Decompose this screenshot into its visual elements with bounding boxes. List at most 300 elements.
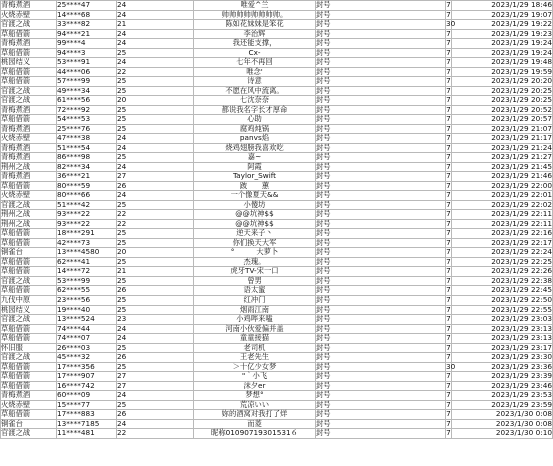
days-cell: 7 [446,57,451,67]
server-cell: 草船借箭 [1,257,57,267]
level-cell: 26 [117,353,194,363]
timestamp-cell: 2023/1/29 22:16 [452,229,553,239]
days-cell: 7 [446,152,451,162]
table-row [1,1,553,11]
level-cell: 25 [117,48,194,58]
account-cell: 93****22 [57,210,117,220]
days-cell: 7 [446,314,451,324]
level-cell: 24 [117,1,194,11]
server-cell: 荆州之战 [1,219,57,229]
ban-type-cell: 封号 [316,295,446,305]
days-cell: 7 [446,371,451,381]
days-cell: 7 [446,171,451,181]
ban-type-cell: 封号 [316,96,446,106]
timestamp-cell: 2023/1/29 23:53 [452,391,553,401]
timestamp-cell: 2023/1/29 22:24 [452,248,553,258]
timestamp-cell: 2023/1/29 22:26 [452,267,553,277]
timestamp-cell: 2023/1/29 22:11 [452,219,553,229]
account-cell: 53****99 [57,276,117,286]
ban-type-cell: 封号 [316,353,446,363]
ban-type-cell: 封号 [316,48,446,58]
days-cell: 7 [446,95,451,105]
table-row [1,77,553,87]
timestamp-cell: 2023/1/29 22:00 [452,181,553,191]
table-row [1,295,553,305]
ban-type-cell: 封号 [316,134,446,144]
timestamp-cell: 2023/1/29 18:46 [452,1,553,11]
timestamp-cell: 2023/1/29 19:23 [452,29,553,39]
table-row [1,248,553,258]
name-cell: 唯念' [194,67,316,77]
timestamp-cell: 2023/1/29 23:03 [452,315,553,325]
name-cell: 我还能支撑， [194,39,316,49]
ban-type-cell: 封号 [316,257,446,267]
timestamp-cell: 2023/1/29 20:20 [452,77,553,87]
name-cell: 七年不再回 [194,58,316,68]
account-cell: 13****4580 [57,248,117,258]
account-cell: 17****883 [57,410,117,420]
server-cell: 草船借箭 [1,334,57,344]
name-cell: 杰瑰。 [194,257,316,267]
table-row [1,210,553,220]
name-cell: @@坑神$$ [194,210,316,220]
name-cell: 而菱 [194,419,316,429]
name-cell: 荒凉いい [194,400,316,410]
server-cell: 草船借箭 [1,410,57,420]
name-cell: 李治辉 [194,29,316,39]
days-cell: 7 [446,133,451,143]
days-cell: 7 [446,28,451,38]
level-cell: 25 [117,276,194,286]
level-cell: 26 [117,181,194,191]
server-cell: 草船借箭 [1,267,57,277]
name-cell: 嘉~ [194,153,316,163]
ban-type-cell: 封号 [316,238,446,248]
level-cell: 22 [117,429,194,439]
account-cell: 99****4 [57,39,117,49]
account-cell: 25****76 [57,124,117,134]
timestamp-cell: 2023/1/29 19:24 [452,48,553,58]
days-cell: 7 [446,352,451,362]
level-cell: 25 [117,362,194,372]
ban-type-cell: 封号 [316,410,446,420]
level-cell: 27 [117,372,194,382]
timestamp-cell: 2023/1/29 21:27 [452,153,553,163]
account-cell: 17****907 [57,372,117,382]
ban-type-cell: 封号 [316,305,446,315]
ban-type-cell: 封号 [316,210,446,220]
account-cell: 60****09 [57,391,117,401]
server-cell: 青梅煮酒 [1,105,57,115]
ban-type-cell: 封号 [316,400,446,410]
timestamp-cell: 2023/1/29 19:24 [452,39,553,49]
level-cell: 21 [117,20,194,30]
days-cell: 30 [446,19,456,29]
account-cell: 17****356 [57,362,117,372]
level-cell: 22 [117,210,194,220]
table-row [1,115,553,125]
days-cell: 7 [446,266,451,276]
days-cell: 7 [446,418,451,428]
days-cell: 7 [446,256,451,266]
server-cell: 草船借箭 [1,286,57,296]
name-cell: 帅帅帅帅帅帅帅帅。 [194,10,316,20]
ban-type-cell: 封号 [316,362,446,372]
ban-type-cell: 封号 [316,20,446,30]
name-cell: 阿霞 [194,162,316,172]
timestamp-cell: 2023/1/29 19:07 [452,10,553,20]
account-cell: 42****73 [57,238,117,248]
days-cell: 7 [446,275,451,285]
account-cell: 13****524 [57,315,117,325]
days-cell: 30 [446,361,456,371]
table-row [1,96,553,106]
timestamp-cell: 2023/1/30 0:10 [452,429,553,439]
account-cell: 25****47 [57,1,117,11]
days-cell: 7 [446,47,451,57]
name-cell: 老司机 [194,343,316,353]
account-cell: 72****92 [57,105,117,115]
account-cell: 13****7185 [57,419,117,429]
account-cell: 36****21 [57,172,117,182]
server-cell: 桃园结义 [1,305,57,315]
name-cell: panvs焰 [194,134,316,144]
level-cell: 27 [117,381,194,391]
level-cell: 20 [117,248,194,258]
server-cell: 火烧赤壁 [1,400,57,410]
timestamp-cell: 2023/1/29 21:24 [452,143,553,153]
level-cell: 24 [117,162,194,172]
server-cell: 官渡之战 [1,276,57,286]
table-row [1,172,553,182]
name-cell: 腐鸡炖锅 [194,124,316,134]
name-cell: 唯爱^兰 [194,1,316,11]
timestamp-cell: 2023/1/29 22:11 [452,210,553,220]
days-cell: 7 [446,161,451,171]
account-cell: 61****56 [57,96,117,106]
level-cell: 25 [117,229,194,239]
ban-type-cell: 封号 [316,219,446,229]
ban-type-cell: 封号 [316,1,446,11]
level-cell: 26 [117,286,194,296]
account-cell: 62****55 [57,286,117,296]
server-cell: 官渡之战 [1,96,57,106]
account-cell: 74****44 [57,324,117,334]
days-cell: 7 [446,342,451,352]
account-cell: 15****77 [57,400,117,410]
account-cell: 93****22 [57,219,117,229]
days-cell: 7 [446,199,451,209]
name-cell: 你们换天大军 [194,238,316,248]
ban-type-cell: 封号 [316,315,446,325]
table-row [1,391,553,401]
server-cell: 青梅煮酒 [1,153,57,163]
server-cell: 火烧赤壁 [1,191,57,201]
name-cell: 沫夕er [194,381,316,391]
name-cell: 烧鸡翅膀我喜欢吃 [194,143,316,153]
timestamp-cell: 2023/1/29 20:52 [452,105,553,115]
account-cell: 19****40 [57,305,117,315]
level-cell: 25 [117,86,194,96]
ban-type-cell: 封号 [316,429,446,439]
timestamp-cell: 2023/1/29 19:22 [452,20,553,30]
days-cell: 7 [446,180,451,190]
name-cell: Cx- [194,48,316,58]
table-row [1,58,553,68]
name-cell: 一个像夏天&& [194,191,316,201]
timestamp-cell: 2023/1/29 23:13 [452,324,553,334]
days-cell: 7 [446,333,451,343]
account-cell: 54****53 [57,115,117,125]
server-cell: 草船借箭 [1,48,57,58]
name-cell: "｀小飞 [194,372,316,382]
account-cell: 51****42 [57,200,117,210]
ban-type-cell: 封号 [316,381,446,391]
timestamp-cell: 2023/1/29 21:07 [452,124,553,134]
level-cell: 25 [117,305,194,315]
name-cell: 童童接猫 [194,334,316,344]
account-cell: 53****91 [57,58,117,68]
ban-type-cell: 封号 [316,86,446,96]
timestamp-cell: 2023/1/29 22:01 [452,191,553,201]
server-cell: 青梅煮酒 [1,39,57,49]
server-cell: 火烧赤壁 [1,10,57,20]
name-cell: 逆天来子丶 [194,229,316,239]
level-cell: 22 [117,67,194,77]
account-cell: 82****34 [57,162,117,172]
account-cell: 14****72 [57,267,117,277]
ban-type-cell: 封号 [316,10,446,20]
ban-type-cell: 封号 [316,181,446,191]
level-cell: 24 [117,58,194,68]
level-cell: 22 [117,219,194,229]
ban-type-cell: 封号 [316,248,446,258]
table-row [1,315,553,325]
days-cell: 7 [446,428,451,438]
account-cell: 23****56 [57,295,117,305]
timestamp-cell: 2023/1/29 20:25 [452,96,553,106]
level-cell: 24 [117,143,194,153]
days-cell: 7 [446,247,451,257]
timestamp-cell: 2023/1/29 22:45 [452,286,553,296]
server-cell: 青梅煮酒 [1,143,57,153]
name-cell: 小鸡哔来嗑 [194,315,316,325]
table-row [1,191,553,201]
server-cell: 官渡之战 [1,353,57,363]
ban-type-cell: 封号 [316,58,446,68]
server-cell: 草船借箭 [1,67,57,77]
account-cell: 94****3 [57,48,117,58]
timestamp-cell: 2023/1/29 23:59 [452,400,553,410]
timestamp-cell: 2023/1/29 22:17 [452,238,553,248]
ban-type-cell: 封号 [316,153,446,163]
timestamp-cell: 2023/1/29 21:45 [452,162,553,172]
name-cell: 梦想° [194,391,316,401]
table-row [1,229,553,239]
days-cell: 7 [446,142,451,152]
table-row [1,39,553,49]
days-cell: 7 [446,209,451,219]
server-cell: 草船借箭 [1,381,57,391]
ban-type-cell: 封号 [316,334,446,344]
timestamp-cell: 2023/1/29 23:39 [452,372,553,382]
table-row [1,353,553,363]
server-cell: 草船借箭 [1,372,57,382]
days-cell: 7 [446,285,451,295]
name-cell: 曾男 [194,276,316,286]
days-cell: 7 [446,190,451,200]
name-cell: 烟雨江南 [194,305,316,315]
timestamp-cell: 2023/1/29 23:17 [452,343,553,353]
level-cell: 24 [117,10,194,20]
timestamp-cell: 2023/1/29 23:30 [452,353,553,363]
level-cell: 24 [117,419,194,429]
ban-type-cell: 封号 [316,172,446,182]
table-body [1,1,553,439]
server-cell: 铜雀台 [1,248,57,258]
days-cell: 7 [446,85,451,95]
ban-type-cell: 封号 [316,67,446,77]
server-cell: 铜雀台 [1,419,57,429]
ban-type-cell: 封号 [316,162,446,172]
account-cell: 14****68 [57,10,117,20]
server-cell: 官渡之战 [1,429,57,439]
name-cell: 红冲门 [194,295,316,305]
account-cell: 33****82 [57,20,117,30]
server-cell: 火烧赤壁 [1,134,57,144]
name-cell: 语太蜜 [194,286,316,296]
table-row [1,134,553,144]
level-cell: 25 [117,153,194,163]
server-cell: 荆州之战 [1,162,57,172]
table-row [1,334,553,344]
days-cell: 7 [446,76,451,86]
table-row [1,153,553,163]
name-cell: 妳的酒窝对我打了烊 [194,410,316,420]
server-cell: 青梅煮酒 [1,172,57,182]
name-cell: 昵称01090719301531６ [194,429,316,439]
ban-type-cell: 封号 [316,39,446,49]
timestamp-cell: 2023/1/29 23:46 [452,381,553,391]
days-cell: 7 [446,294,451,304]
days-cell: 7 [446,114,451,124]
account-cell: 62****41 [57,257,117,267]
name-cell: Taylor_Swift [194,172,316,182]
days-cell: 7 [446,323,451,333]
level-cell: 25 [117,115,194,125]
server-cell: 草船借箭 [1,181,57,191]
account-cell: 80****59 [57,181,117,191]
server-cell: 官渡之战 [1,20,57,30]
timestamp-cell: 2023/1/29 22:50 [452,295,553,305]
table-row [1,410,553,420]
level-cell: 24 [117,39,194,49]
server-cell: 九伐中原 [1,295,57,305]
ban-type-cell: 封号 [316,124,446,134]
timestamp-cell: 2023/1/29 22:38 [452,276,553,286]
days-cell: 7 [446,9,451,19]
level-cell: 25 [117,200,194,210]
server-cell: 官渡之战 [1,315,57,325]
level-cell: 24 [117,391,194,401]
days-cell: 7 [446,380,451,390]
level-cell: 25 [117,257,194,267]
server-cell: 草船借箭 [1,29,57,39]
timestamp-cell: 2023/1/29 19:59 [452,67,553,77]
server-cell: 官渡之战 [1,200,57,210]
timestamp-cell: 2023/1/29 23:13 [452,334,553,344]
account-cell: 47****38 [57,134,117,144]
ban-type-cell: 封号 [316,29,446,39]
level-cell: 25 [117,238,194,248]
name-cell: 王老先生 [194,353,316,363]
name-cell: ＞十亿少女梦 [194,362,316,372]
level-cell: 24 [117,191,194,201]
level-cell: 27 [117,172,194,182]
account-cell: 18****291 [57,229,117,239]
days-cell: 7 [446,0,451,9]
level-cell: 25 [117,77,194,87]
days-cell: 7 [446,390,451,400]
timestamp-cell: 2023/1/29 22:55 [452,305,553,315]
days-cell: 7 [446,237,451,247]
level-cell: 24 [117,334,194,344]
level-cell: 25 [117,343,194,353]
level-cell: 24 [117,29,194,39]
timestamp-cell: 2023/1/29 21:17 [452,134,553,144]
level-cell: 25 [117,295,194,305]
name-cell: 小傻坊 [194,200,316,210]
level-cell: 21 [117,267,194,277]
name-cell: 陈如花妹妹是笨花 [194,20,316,30]
ban-type-cell: 封号 [316,115,446,125]
server-cell: 草船借箭 [1,238,57,248]
timestamp-cell: 2023/1/30 0:08 [452,410,553,420]
ban-type-cell: 封号 [316,191,446,201]
level-cell: 25 [117,105,194,115]
days-cell: 7 [446,218,451,228]
ban-type-cell: 封号 [316,276,446,286]
name-cell: 跛 蕙 [194,181,316,191]
days-cell: 7 [446,38,451,48]
ban-type-cell: 封号 [316,200,446,210]
timestamp-cell: 2023/1/29 20:25 [452,86,553,96]
name-cell: 虎牙TV-宋一口 [194,267,316,277]
level-cell: 20 [117,96,194,106]
server-cell: 草船借箭 [1,77,57,87]
server-cell: 草船借箭 [1,115,57,125]
timestamp-cell: 2023/1/29 19:48 [452,58,553,68]
ban-type-cell: 封号 [316,105,446,115]
account-cell: 51****54 [57,143,117,153]
level-cell: 25 [117,124,194,134]
server-cell: 桃园结义 [1,58,57,68]
server-cell: 青梅煮酒 [1,124,57,134]
name-cell: 都说我名字长才厚命 [194,105,316,115]
server-cell: 青梅煮酒 [1,1,57,11]
timestamp-cell: 2023/1/29 20:57 [452,115,553,125]
ban-type-cell: 封号 [316,324,446,334]
name-cell: 河南小伙爱偏并盖 [194,324,316,334]
ban-type-cell: 封号 [316,391,446,401]
ban-type-cell: 封号 [316,419,446,429]
days-cell: 7 [446,304,451,314]
server-cell: 荆州之战 [1,210,57,220]
ban-type-cell: 封号 [316,343,446,353]
days-cell: 7 [446,123,451,133]
name-cell: 诗意 [194,77,316,87]
account-cell: 49****34 [57,86,117,96]
